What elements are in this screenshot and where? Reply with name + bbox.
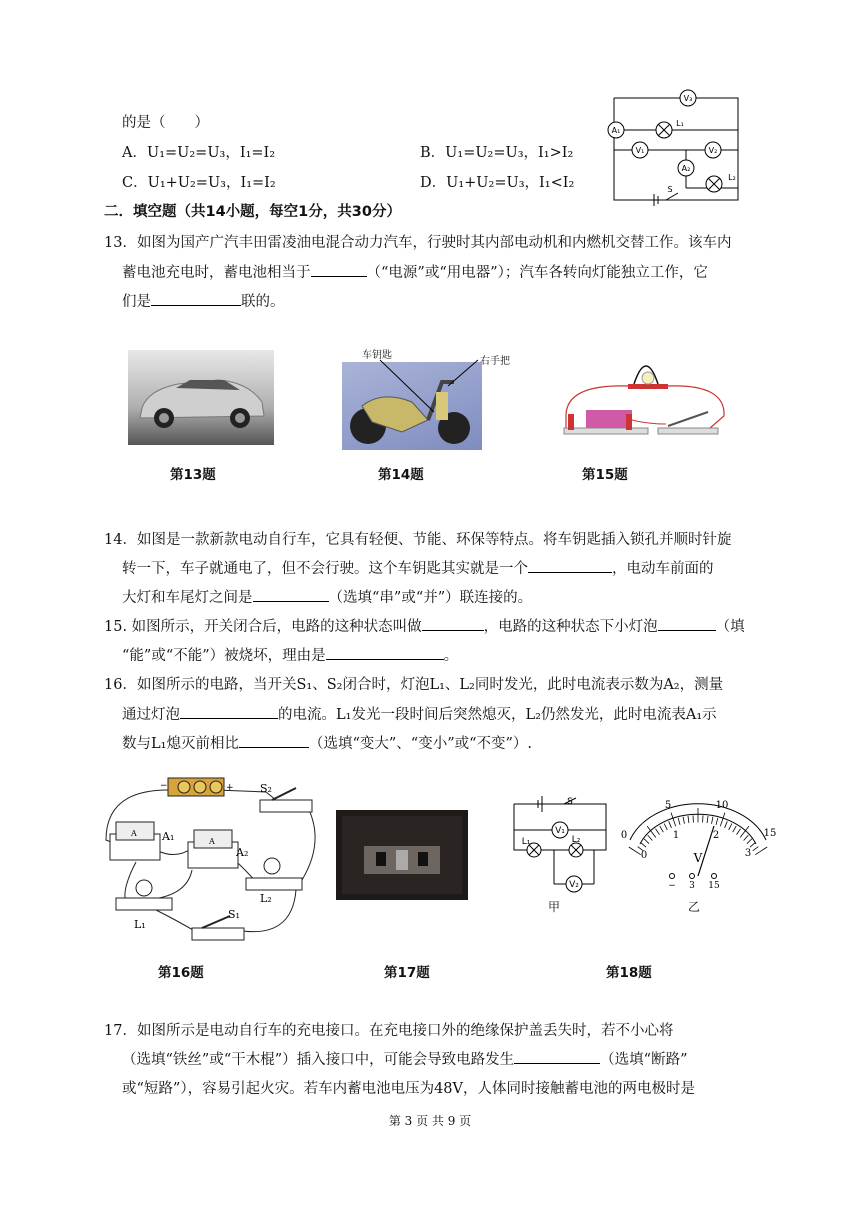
fig12-label: L₂ (728, 173, 736, 182)
fig16-label: S₁ (228, 908, 240, 921)
dial-tick (744, 835, 749, 840)
q12-circuit-figure (598, 88, 748, 210)
dial-tick (716, 818, 718, 825)
dial-tick (750, 843, 755, 848)
answer-blank[interactable] (528, 558, 612, 573)
car-photo (128, 350, 274, 445)
fig18-circuit-jia (508, 794, 612, 894)
dial-tick (753, 847, 759, 851)
q15-line1: 15. 如图所示，开关闭合后，电路的这种状态叫做 ，电路的这种状态下小灯泡 （填 (104, 615, 745, 636)
key-label: 车钥匙 (362, 350, 392, 361)
q12-option-c: C．U₁+U₂=U₃，I₁=I₂ (122, 175, 276, 191)
fig16-label: + (226, 783, 234, 793)
meter-symbol: V (693, 851, 703, 865)
page-footer: 第 3 页 共 9 页 (388, 1114, 472, 1128)
dial-tick (733, 826, 737, 832)
fig12-label: V₃ (683, 94, 693, 103)
fig12-label: A₂ (681, 164, 691, 173)
q17-line3: 或“短路”），容易引起火灾。若车内蓄电池电压为48V，人体同时接触蓄电池的两电极时是 (122, 1081, 695, 1097)
fig12-label: A₁ (611, 126, 621, 135)
upper-scale-label: 0 (620, 830, 628, 841)
q13-line3: 们是 联的。 (122, 290, 285, 311)
label-yi: 乙 (688, 900, 701, 914)
q16-line1: 16．如图所示的电路，当开关S₁、S₂闭合时，灯泡L₁、L₂同时发光，此时电流表示数为A₂，测量 (104, 677, 724, 693)
fig14-arrows (374, 356, 504, 426)
dial-tick (656, 829, 660, 835)
dial-tick (736, 829, 740, 835)
dial-tick (664, 823, 667, 829)
fig12-label: S (667, 185, 673, 194)
voltmeter-dial (616, 792, 780, 902)
fig12-label: L₁ (676, 119, 684, 128)
caption-fig17: 第17题 (384, 965, 430, 981)
fig18-label: L₂ (571, 835, 581, 845)
section-heading: 二．填空题（共14小题，每空1分，共30分） (104, 204, 401, 220)
fig16-label: L₁ (134, 918, 146, 931)
dial-tick (720, 813, 725, 827)
answer-blank[interactable] (422, 616, 484, 631)
dial-tick (641, 843, 646, 848)
fig12-label: V₂ (708, 146, 718, 155)
lower-scale-label: 1 (672, 830, 680, 841)
terminal-label: 15 (708, 881, 720, 891)
dial-tick (671, 813, 676, 827)
caption-fig14: 第14题 (378, 467, 424, 483)
dial-tick (712, 817, 713, 824)
upper-scale-label: 15 (763, 828, 777, 839)
q15-line2: “能”或“不能”）被烧坏，理由是 。 (122, 644, 458, 665)
label-jia: 甲 (548, 900, 561, 914)
dial-tick (678, 818, 680, 825)
upper-scale-label: 5 (664, 800, 672, 811)
dial-tick (669, 821, 672, 828)
q13-line2: 蓄电池充电时，蓄电池相当于 （“电源”或“用电器”）；汽车各转向灯能独立工作，它 (122, 261, 708, 282)
terminal-label: − (668, 881, 676, 891)
dial-tick (707, 816, 708, 823)
fig16-label: S₂ (260, 782, 272, 795)
q13-line1: 13．如图为国产广汽丰田雷凌油电混合动力汽车，行驶时其内部电动机和内燃机交替工作。该车内 (104, 235, 732, 251)
fig18-label: V₁ (555, 826, 565, 836)
dial-tick (755, 847, 767, 855)
q14-line1: 14．如图是一款新款电动自行车，它具有轻便、节能、环保等特点。将车钥匙插入锁孔并顺时针旋 (104, 532, 732, 548)
fig18-label: S (567, 797, 573, 807)
dial-tick (629, 847, 641, 855)
answer-blank[interactable] (180, 704, 278, 719)
dial-tick (683, 817, 684, 824)
dial-tick (688, 816, 689, 823)
caption-fig18: 第18题 (606, 965, 652, 981)
dial-tick (747, 839, 752, 844)
lower-scale-label: 2 (712, 830, 720, 841)
q12-option-d: D．U₁+U₂=U₃，I₁<I₂ (420, 175, 575, 191)
upper-scale-label: 10 (715, 800, 729, 811)
dial-tick (648, 835, 653, 840)
q12-stem-end: 的是（ ） (122, 115, 209, 131)
handle-label: 右手把 (480, 356, 510, 367)
caption-fig13: 第13题 (170, 467, 216, 483)
fig16-label: A₁ (162, 830, 175, 843)
answer-blank[interactable] (326, 645, 444, 660)
fig16-label: A (209, 837, 215, 846)
fig16-circuit (96, 770, 326, 950)
answer-blank[interactable] (658, 616, 716, 631)
dial-tick (644, 839, 649, 844)
dial-tick (729, 823, 732, 829)
q12-option-b: B．U₁=U₂=U₃，I₁>I₂ (420, 145, 574, 161)
charging-port-photo (336, 810, 468, 900)
answer-blank[interactable] (151, 291, 241, 306)
fig16-label: A₂ (236, 846, 249, 859)
fig16-label: L₂ (260, 892, 272, 905)
fig16-label: − (160, 781, 168, 791)
fig12-label: V₁ (635, 146, 645, 155)
lower-scale-label: 0 (640, 850, 648, 861)
caption-fig16: 第16题 (158, 965, 204, 981)
q12-option-a: A．U₁=U₂=U₃，I₁=I₂ (122, 145, 276, 161)
answer-blank[interactable] (514, 1049, 600, 1064)
fig16-label: A (131, 829, 137, 838)
q17-line2: （选填“铁丝”或“干木棍”）插入接口中，可能会导致电路发生 （选填“断路” (122, 1048, 687, 1069)
terminal-label: 3 (689, 881, 695, 891)
caption-fig15: 第15题 (582, 467, 628, 483)
fig15-circuit (558, 354, 734, 442)
answer-blank[interactable] (239, 733, 309, 748)
answer-blank[interactable] (311, 262, 367, 277)
dial-tick (725, 821, 728, 828)
fig18-label: L₁ (521, 837, 531, 847)
fig18-label: V₂ (569, 880, 579, 890)
q14-line3: 大灯和车尾灯之间是 （选填“串”或“并”）联连接的。 (122, 586, 532, 607)
q16-line3: 数与L₁熄灭前相比 （选填“变大”、“变小”或“不变”）. (122, 732, 532, 753)
lower-scale-label: 3 (744, 848, 752, 859)
q16-line2: 通过灯泡 的电流。L₁发光一段时间后突然熄灭，L₂仍然发光，此时电流表A₁示 (122, 703, 717, 724)
q14-line2: 转一下，车子就通电了，但不会行驶。这个车钥匙其实就是一个 ，电动车前面的 (122, 557, 714, 578)
dial-tick (660, 826, 664, 832)
q17-line1: 17．如图所示是电动自行车的充电接口。在充电接口外的绝缘保护盖丢失时，若不小心将 (104, 1023, 674, 1039)
answer-blank[interactable] (253, 587, 329, 602)
